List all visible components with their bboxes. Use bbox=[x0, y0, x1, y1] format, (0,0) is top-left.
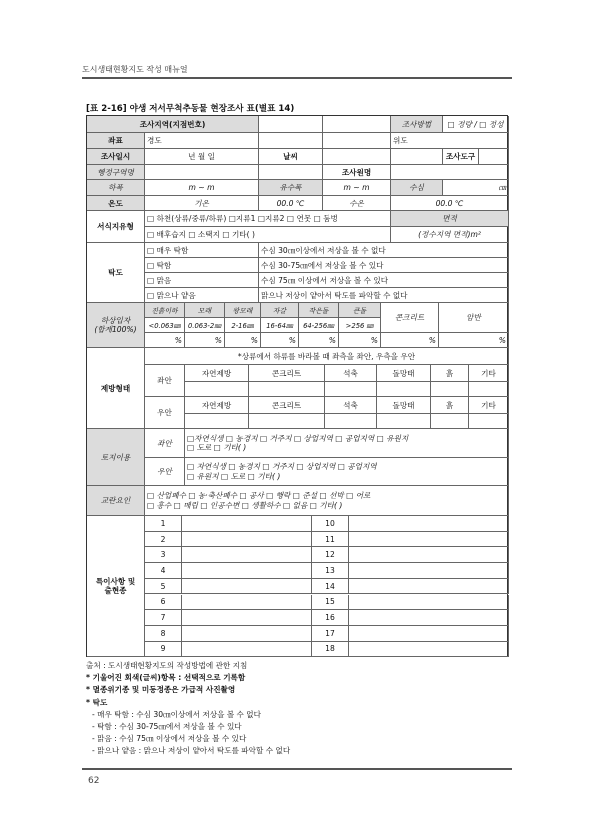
bank-type: 자연제방 bbox=[185, 365, 249, 382]
right-bank-input[interactable] bbox=[377, 414, 431, 429]
substrate-percent-input[interactable]: % bbox=[225, 333, 261, 348]
substrate-percent-input[interactable]: % bbox=[381, 333, 439, 348]
substrate-size: 16-64㎜ bbox=[261, 318, 299, 333]
species-input[interactable] bbox=[349, 626, 509, 642]
area-value[interactable]: (정수지역 면적)m² bbox=[391, 227, 509, 243]
running-header: 도시생태현황지도 작성 매뉴얼 bbox=[82, 65, 188, 74]
species-input[interactable] bbox=[349, 547, 509, 563]
species-input[interactable] bbox=[182, 579, 312, 595]
species-number: 15 bbox=[312, 595, 349, 611]
species-input[interactable] bbox=[182, 595, 312, 611]
species-input[interactable] bbox=[182, 532, 312, 548]
riverbed-width-label: 하폭 bbox=[87, 180, 145, 196]
substrate-extra: 콘크리트 bbox=[381, 303, 439, 333]
water-temp-label: 수온 bbox=[323, 196, 391, 211]
species-input[interactable] bbox=[349, 563, 509, 579]
bank-type: 석축 bbox=[325, 397, 377, 414]
flow-width-label: 유수폭 bbox=[259, 180, 323, 196]
left-bank-input[interactable] bbox=[325, 382, 377, 397]
turbidity-label: 탁도 bbox=[87, 243, 145, 303]
species-input[interactable] bbox=[182, 626, 312, 642]
substrate-label bbox=[87, 303, 145, 348]
right-bank-input[interactable] bbox=[469, 414, 509, 429]
bank-type: 돌망태 bbox=[377, 365, 431, 382]
admin-area-label: 행정구역명 bbox=[87, 165, 145, 180]
tool-label: 조사도구 bbox=[443, 149, 479, 165]
species-input[interactable] bbox=[349, 532, 509, 548]
area-label: 면적 bbox=[391, 211, 509, 227]
method-options[interactable]: □ 정량 / □ 정성 bbox=[443, 116, 509, 133]
disturb-label: 교란요인 bbox=[87, 486, 145, 516]
longitude-field[interactable]: 경도 bbox=[145, 133, 259, 149]
tool-input[interactable] bbox=[479, 149, 509, 165]
species-input[interactable] bbox=[182, 563, 312, 579]
bank-type: 흙 bbox=[431, 365, 469, 382]
page-number: 62 bbox=[88, 776, 100, 786]
admin-area-input-2[interactable] bbox=[259, 165, 323, 180]
turbidity-option[interactable]: □ 맑음 bbox=[145, 273, 259, 288]
species-number: 12 bbox=[312, 547, 349, 563]
substrate-percent-input[interactable]: % bbox=[185, 333, 225, 348]
substrate-size: <0.063㎜ bbox=[145, 318, 185, 333]
survey-form-table bbox=[86, 115, 508, 657]
substrate-name: 모래 bbox=[185, 303, 225, 318]
special-label-line1: 특이사항 및 bbox=[95, 576, 136, 586]
flow-width-value[interactable]: m ~ m bbox=[323, 180, 391, 196]
species-number: 7 bbox=[145, 610, 182, 626]
site-input[interactable] bbox=[259, 116, 323, 133]
turbidity-desc: 수심 30-75㎝에서 저상을 볼 수 있다 bbox=[259, 258, 509, 273]
species-number: 3 bbox=[145, 547, 182, 563]
turbidity-option[interactable]: □ 매우 탁함 bbox=[145, 243, 259, 258]
substrate-extra: 암반 bbox=[439, 303, 509, 333]
weather-input[interactable] bbox=[323, 149, 391, 165]
species-input[interactable] bbox=[182, 610, 312, 626]
temp-label: 온도 bbox=[87, 196, 145, 211]
depth-unit[interactable]: ㎝ bbox=[443, 180, 509, 196]
bank-type: 돌망태 bbox=[377, 397, 431, 414]
footnote-line: - 맑으나 얕음 : 맑으나 저상이 얕아서 탁도를 파악할 수 없다 bbox=[92, 746, 291, 756]
substrate-name: 진흙이하 bbox=[145, 303, 185, 318]
special-label-line2: 출현종 bbox=[104, 586, 127, 595]
header-rule bbox=[82, 77, 512, 79]
substrate-percent-input[interactable]: % bbox=[145, 333, 185, 348]
species-number: 16 bbox=[312, 610, 349, 626]
right-bank-input[interactable] bbox=[185, 414, 249, 429]
habitat-options-1[interactable]: □ 하천(상류/중류/하류) □지류1 □지류2 □ 연못 □ 둠벙 bbox=[145, 211, 391, 227]
bank-type: 석축 bbox=[325, 365, 377, 382]
species-number: 2 bbox=[145, 532, 182, 548]
water-temp-value[interactable]: 00.0 ℃ bbox=[391, 196, 509, 211]
species-number: 5 bbox=[145, 579, 182, 595]
footer-rule bbox=[82, 768, 512, 770]
disturb-line2[interactable]: □ 홍수 □ 매립 □ 인공수변 □ 생활하수 □ 없음 □ 기타( ) bbox=[147, 500, 343, 510]
footnotes bbox=[86, 660, 290, 758]
table-title: [표 2-16] 야생 저서무척추동물 현장조사 표(별표 14) bbox=[86, 104, 295, 114]
substrate-size: 64-256㎜ bbox=[299, 318, 339, 333]
turbidity-desc: 맑으나 저상이 얕아서 탁도를 파악할 수 없다 bbox=[259, 288, 509, 303]
weather-label: 날씨 bbox=[259, 149, 323, 165]
species-input[interactable] bbox=[349, 579, 509, 595]
substrate-name: 큰돌 bbox=[339, 303, 381, 318]
species-number: 9 bbox=[145, 642, 182, 658]
substrate-percent-input[interactable]: % bbox=[339, 333, 381, 348]
species-number: 18 bbox=[312, 642, 349, 658]
longitude-value-2[interactable] bbox=[323, 133, 391, 149]
bank-type: 자연제방 bbox=[185, 397, 249, 414]
right-bank-input[interactable] bbox=[249, 414, 325, 429]
date-field[interactable]: 년 월 일 bbox=[145, 149, 259, 165]
bank-label: 제방형태 bbox=[87, 348, 145, 429]
species-number: 17 bbox=[312, 626, 349, 642]
species-number: 14 bbox=[312, 579, 349, 595]
field-name-input[interactable] bbox=[391, 165, 509, 180]
bank-type: 콘크리트 bbox=[249, 397, 325, 414]
species-number: 10 bbox=[312, 516, 349, 532]
footnote-line: * 기울어진 회색(글씨)항목 : 선택적으로 기록함 bbox=[86, 673, 246, 683]
landuse-left-label: 좌안 bbox=[145, 429, 185, 458]
species-number: 6 bbox=[145, 595, 182, 611]
bank-type: 흙 bbox=[431, 397, 469, 414]
method-label: 조사방법 bbox=[391, 116, 443, 133]
footnote-line: 출처 : 도시생태현황지도의 작성방법에 관한 지침 bbox=[86, 661, 248, 670]
depth-label: 수심 bbox=[391, 180, 443, 196]
air-temp-label: 기온 bbox=[145, 196, 259, 211]
species-input[interactable] bbox=[182, 642, 312, 658]
species-input[interactable] bbox=[349, 595, 509, 611]
species-number: 13 bbox=[312, 563, 349, 579]
substrate-label-line1: 하상입자 bbox=[100, 315, 131, 325]
substrate-label-line2: (합계100%) bbox=[94, 325, 137, 334]
substrate-name: 자갈 bbox=[261, 303, 299, 318]
species-number: 4 bbox=[145, 563, 182, 579]
special-label bbox=[87, 516, 145, 657]
turbidity-option[interactable]: □ 맑으나 얕음 bbox=[145, 288, 259, 303]
species-number: 11 bbox=[312, 532, 349, 548]
turbidity-desc: 수심 30㎝이상에서 저상을 볼 수 없다 bbox=[259, 243, 509, 258]
turbidity-desc: 수심 75㎝ 이상에서 저상을 볼 수 있다 bbox=[259, 273, 509, 288]
substrate-name: 작은돌 bbox=[299, 303, 339, 318]
right-bank-input[interactable] bbox=[431, 414, 469, 429]
landuse-right-label: 우안 bbox=[145, 458, 185, 486]
landuse-right-line2[interactable]: □ 유원지 □ 도로 □ 기타( ) bbox=[187, 471, 281, 481]
left-bank-input[interactable] bbox=[377, 382, 431, 397]
species-input[interactable] bbox=[182, 516, 312, 532]
species-input[interactable] bbox=[349, 516, 509, 532]
bank-type: 콘크리트 bbox=[249, 365, 325, 382]
admin-area-input[interactable] bbox=[145, 165, 259, 180]
bank-type: 기타 bbox=[469, 397, 509, 414]
substrate-percent-input[interactable]: % bbox=[439, 333, 509, 348]
disturb-line1[interactable]: □ 산업폐수 □ 농·축산폐수 □ 공사 □ 행락 □ 준설 □ 선박 □ 어로 bbox=[147, 491, 371, 501]
species-number: 8 bbox=[145, 626, 182, 642]
left-bank-input[interactable] bbox=[431, 382, 469, 397]
riverbed-width-value[interactable]: m ~ m bbox=[145, 180, 259, 196]
disturb-options[interactable] bbox=[145, 486, 509, 516]
bank-type: 기타 bbox=[469, 365, 509, 382]
turbidity-option[interactable]: □ 탁함 bbox=[145, 258, 259, 273]
latitude-field[interactable]: 위도 bbox=[391, 133, 509, 149]
date-label: 조사일시 bbox=[87, 149, 145, 165]
species-number: 1 bbox=[145, 516, 182, 532]
substrate-size: 0.063-2㎜ bbox=[185, 318, 225, 333]
footnote-line: - 탁함 : 수심 30-75㎝에서 저상을 볼 수 있다 bbox=[92, 722, 242, 732]
left-bank-label: 좌안 bbox=[145, 365, 185, 397]
landuse-right-options[interactable] bbox=[185, 458, 509, 486]
footnote-line: - 매우 탁함 : 수심 30㎝이상에서 저상을 볼 수 없다 bbox=[92, 709, 261, 719]
field-name-label: 조사원명 bbox=[323, 165, 391, 180]
left-bank-input[interactable] bbox=[185, 382, 249, 397]
site-input-2[interactable] bbox=[323, 116, 391, 133]
blank-cell bbox=[391, 149, 443, 165]
species-input[interactable] bbox=[349, 610, 509, 626]
substrate-percent-input[interactable]: % bbox=[299, 333, 339, 348]
landuse-left-options[interactable] bbox=[185, 429, 509, 458]
right-bank-label: 우안 bbox=[145, 397, 185, 429]
habitat-label: 서식지유형 bbox=[87, 211, 145, 243]
left-bank-input[interactable] bbox=[249, 382, 325, 397]
habitat-options-2[interactable]: □ 배후습지 □ 소택지 □ 기타( ) bbox=[145, 227, 391, 243]
longitude-value[interactable] bbox=[259, 133, 323, 149]
footnote-line: - 맑음 : 수심 75㎝ 이상에서 저상을 볼 수 있다 bbox=[92, 734, 247, 744]
species-input[interactable] bbox=[182, 547, 312, 563]
right-bank-input[interactable] bbox=[325, 414, 377, 429]
coord-label: 좌표 bbox=[87, 133, 145, 149]
substrate-size: 2-16㎜ bbox=[225, 318, 261, 333]
footnote-line: * 탁도 bbox=[86, 697, 108, 707]
species-input[interactable] bbox=[349, 642, 509, 658]
landuse-left-line2[interactable]: □ 도로 □ 기타( ) bbox=[187, 443, 247, 452]
landuse-label: 토지이용 bbox=[87, 429, 145, 486]
bank-note: *상류에서 하류를 바라볼 때 좌측을 좌안, 우측을 우안 bbox=[145, 348, 509, 365]
substrate-percent-input[interactable]: % bbox=[261, 333, 299, 348]
substrate-name: 왕모래 bbox=[225, 303, 261, 318]
footnote-line: * 멸종위기종 및 미동정종은 가급적 사진촬영 bbox=[86, 685, 236, 695]
air-temp-value[interactable]: 00.0 ℃ bbox=[259, 196, 323, 211]
left-bank-input[interactable] bbox=[469, 382, 509, 397]
substrate-size: >256 ㎜ bbox=[339, 318, 381, 333]
landuse-left-line1[interactable]: □자연식생 □ 농경지 □ 거주지 □ 상업지역 □ 공업지역 □ 유원지 bbox=[187, 433, 409, 443]
site-label: 조사지역(지점번호) bbox=[87, 116, 259, 133]
landuse-right-line1[interactable]: □ 자연식생 □ 농경지 □ 거주지 □ 상업지역 □ 공업지역 bbox=[187, 462, 377, 472]
